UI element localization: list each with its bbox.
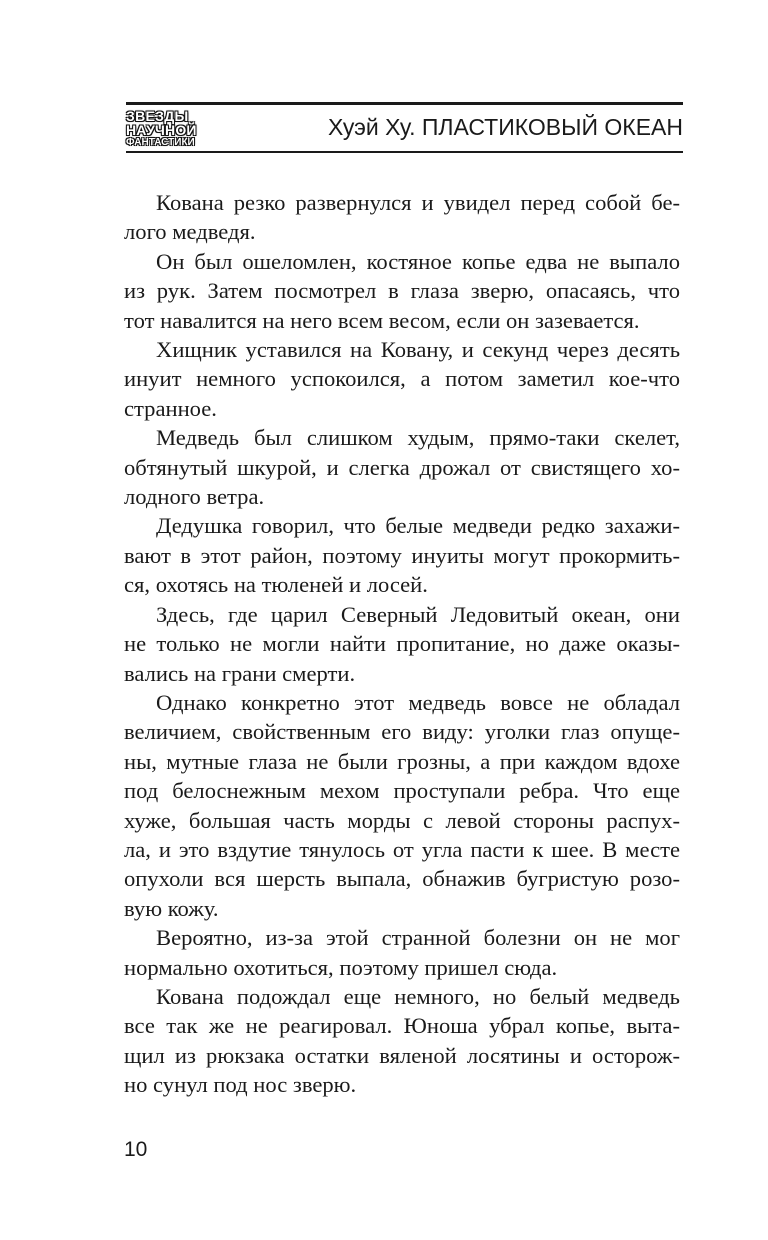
header-rule-bottom [126,151,683,153]
text-line: щил из рюкзака остатки вяленой лосятины и осторож- [124,1042,680,1068]
logo-line-3: ФАНТАСТИКИ [126,137,195,148]
paragraph [124,511,680,599]
text-line: все так же не реагировал. Юноша убрал копье, выта- [124,1013,680,1039]
text-line: Кована резко развернулся и увидел перед собой бе- [156,190,680,215]
text-line: но сунул под нос зверю. [124,1072,357,1098]
text-line: ны, мутные глаза не были грозны, а при каждом вдохе [124,748,680,774]
text-line: не только не могли найти пропитание, но даже оказы- [124,631,680,657]
text-line: Вероятно, из-за этой странной болезни он не мог [156,925,680,951]
text-line: тот навалится на него всем весом, если он зазевается. [124,307,640,333]
running-title: Хуэй Ху. ПЛАСТИКОВЫЙ ОКЕАН [328,114,683,140]
text-line: Хищник уставился на Ковану, и секунд через десять [156,337,680,363]
text-line: инуит немного успокоился, а потом заметил кое-что [124,366,680,392]
logo-line-1: ЗВЕЗДЫ [126,108,189,124]
text-line: вую кожу. [124,895,219,921]
text-line: Медведь был слишком худым, прямо-таки скелет, [156,425,680,451]
text-line: вались на грани смерти. [124,660,356,686]
paragraph [124,247,680,335]
text-line: лодного ветра. [124,484,265,510]
text-line: под белоснежным мехом проступали ребра. Что еще [124,778,680,804]
header-rule-top [126,102,683,105]
text-line: Однако конкретно этот медведь вовсе не обладал [156,689,680,715]
page-number: 10 [124,1138,148,1161]
body-text [124,188,680,1100]
text-line: из рук. Затем посмотрел в глаза зверю, опасаясь, что [124,278,680,304]
paragraph [124,688,680,923]
text-line: вают в этот район, поэтому инуиты могут прокормить- [124,542,680,568]
text-line: обтянутый шкурой, и слегка дрожал от свистящего хо- [124,454,680,480]
series-logo [126,106,210,150]
text-line: величием, свойственным его виду: уголки глаз опуще- [124,719,680,745]
logo-line-2: НАУЧНОЙ [126,122,197,138]
text-line: лого медведя. [124,219,256,245]
text-line: Дедушка говорил, что белые медведи редко захажи- [156,513,680,539]
text-line: хуже, большая часть морды с левой стороны распух- [124,807,680,833]
text-line: Здесь, где царил Северный Ледовитый океан, они [156,601,680,627]
text-line: странное. [124,395,217,421]
text-line: Кована подождал еще немного, но белый медведь [156,983,680,1009]
paragraph [124,923,680,982]
paragraph [124,600,680,688]
paragraph [124,188,680,247]
text-line: опухоли вся шерсть выпала, обнажив бугристую розо- [124,866,680,892]
text-line: ла, и это вздутие тянулось от угла пасти к шее. В месте [124,836,680,862]
text-line: ся, охотясь на тюленей и лосей. [124,572,428,598]
paragraph [124,423,680,511]
paragraph [124,982,680,1100]
paragraph [124,335,680,423]
text-line: Он был ошеломлен, костяное копье едва не выпало [156,248,680,274]
text-line: нормально охотиться, поэтому пришел сюда. [124,954,558,980]
